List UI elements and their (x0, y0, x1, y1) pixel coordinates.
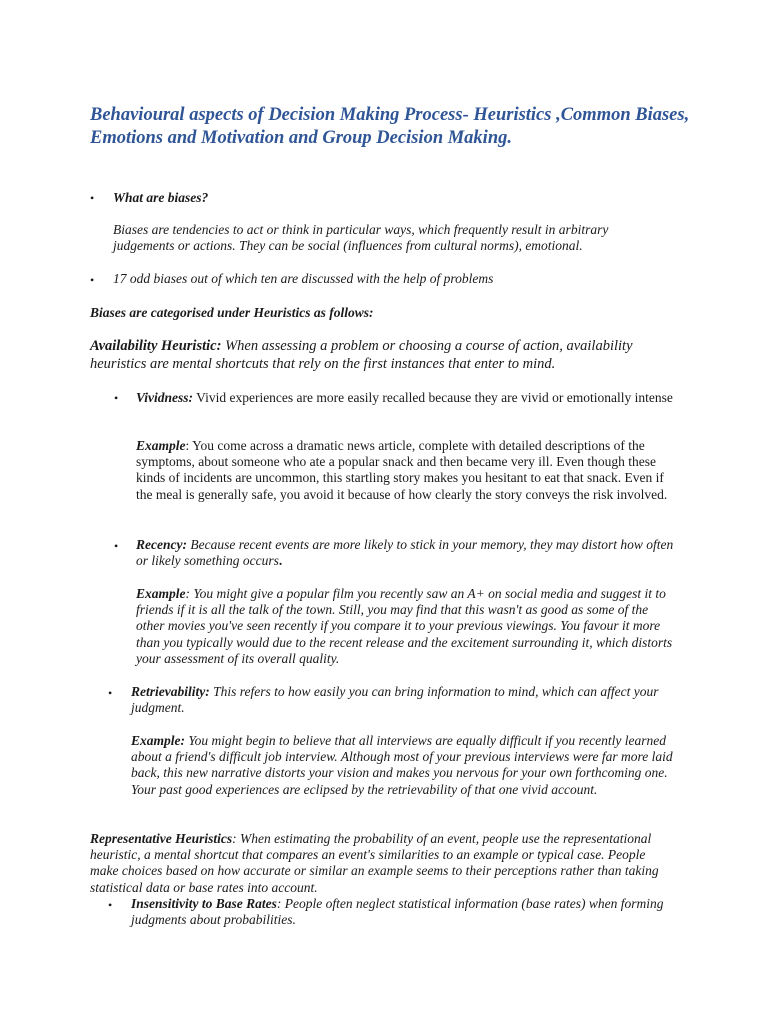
bullet-icon: • (90, 273, 95, 287)
representative-text: : When estimating the probability of an event, people use the representational heuristic, a mental shortcut that compares an event's similarities to an example or typical case. People make choices based on how accurate or similar an example seems to their perceptions rather than taking statistical data or base rates into account. (90, 831, 659, 895)
availability-text: When assessing a problem or choosing a course of action, availability heuristics are mental shortcuts that rely on the first instances that enter to mind. (90, 338, 633, 372)
retrievability-paragraph (131, 684, 676, 716)
vividness-example-label: Example (136, 438, 186, 453)
recency-example-text: : You might give a popular film you recently saw an A+ on social media and suggest it to friends if it is all the talk of the town. Still, you may find that this wasn't as good as some of the other movies you've seen recently if you compare it to your previous viewings. You favour it more than you typically would due to the recent release and the excitement surrounding it, which distorts your assessment of its overall quality. (136, 586, 673, 666)
retrievability-label: Retrievability: (131, 684, 210, 699)
recency-example-label: Example (136, 586, 186, 601)
vividness-example (136, 438, 676, 503)
insensitivity-label: Insensitivity to Base Rates (131, 896, 277, 911)
availability-heuristic-paragraph (90, 337, 670, 373)
question-what-are-biases: What are biases? (113, 190, 209, 205)
bullet-icon: • (90, 191, 95, 205)
representative-label: Representative Heuristics (90, 831, 233, 846)
insensitivity-text: : People often neglect statistical information (base rates) when forming judgments about probabilities. (131, 896, 664, 928)
bullet-icon: • (108, 898, 113, 912)
recency-text-end: . (278, 553, 283, 569)
retrievability-text: This refers to how easily you can bring information to mind, which can affect your judgment. (131, 684, 659, 716)
vividness-label: Vividness: (136, 390, 194, 405)
bullet-icon: • (114, 391, 119, 405)
recency-paragraph (136, 537, 676, 569)
vividness-example-text: : You come across a dramatic news article, complete with detailed descriptions of the symptoms, about someone who ate a popular snack and then became very ill. Even though these kinds of incidents are uncommon, this startling story makes you hesitant to eat that snack. Even if the meal is generally safe, you avoid it because of how clearly the story conveys the risk involved. (136, 438, 668, 502)
recency-example (136, 586, 676, 667)
vividness-text: Vivid experiences are more easily recalled because they are vivid or emotionally intense (193, 390, 673, 405)
recency-text: Because recent events are more likely to stick in your memory, they may distort how often or likely something occurs (136, 537, 674, 569)
categorised-heading: Biases are categorised under Heuristics as follows: (90, 305, 374, 320)
document-title: Behavioural aspects of Decision Making Process- Heuristics ,Common Biases, Emotions and Motivation and Group Decision Making. (90, 105, 690, 148)
retrievability-example (131, 733, 679, 798)
vividness-paragraph (136, 390, 676, 406)
recency-label: Recency: (136, 537, 187, 552)
retrievability-example-text: You might begin to believe that all interviews are equally difficult if you recently learned about a friend's difficult job interview. Although most of your previous interviews were far more laid back, this new narrative distorts your vision and makes you nervous for your own forthcoming one. Your past good experiences are eclipsed by the retrievability of that one vivid account. (131, 733, 673, 797)
biases-definition: Biases are tendencies to act or think in particular ways, which frequently result in arbitrary judgements or actions. They can be social (influences from cultural norms), emotional. (113, 222, 609, 254)
insensitivity-paragraph (131, 896, 681, 928)
bullet-icon: • (114, 539, 119, 553)
retrievability-example-label: Example: (131, 733, 185, 748)
availability-label: Availability Heuristic: (90, 338, 222, 354)
representative-heuristics-paragraph (90, 831, 675, 896)
bullet-icon: • (108, 686, 113, 700)
odd-biases-note: 17 odd biases out of which ten are discussed with the help of problems (113, 271, 494, 286)
